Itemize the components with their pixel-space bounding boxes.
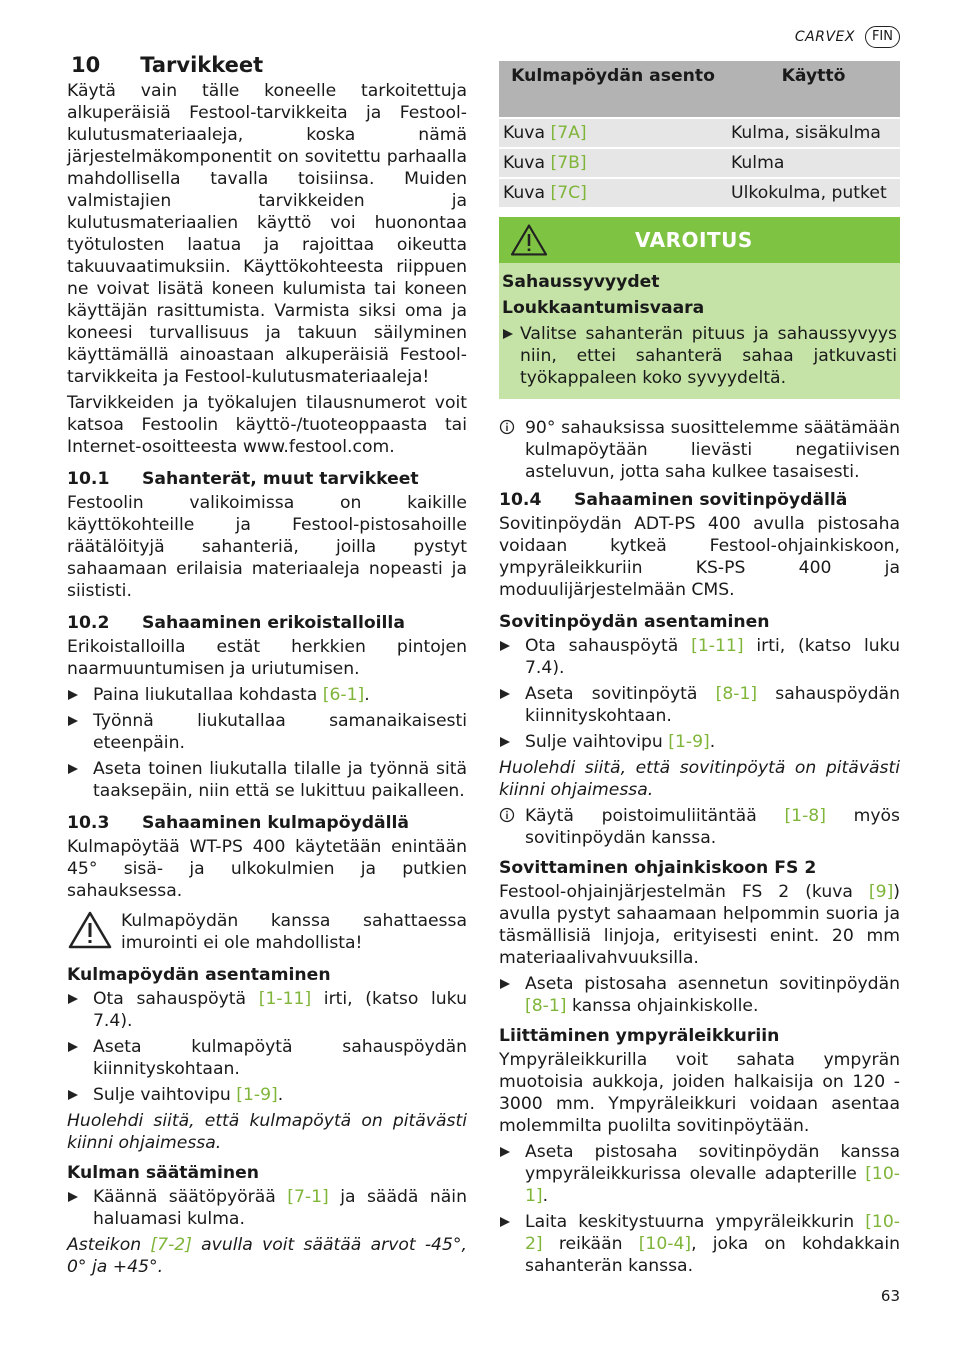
angle-adjust-heading: Kulman säätäminen [67,1163,260,1183]
step-text: . [277,1085,284,1105]
page-header [795,26,900,48]
section-number: 10.4 [499,490,542,510]
circle-cutter-steps [499,1141,900,1277]
section-number: 10.1 [67,469,110,489]
info-text [525,805,900,849]
list-item [499,635,900,679]
bullet-triangle-icon [500,737,510,747]
section-10-heading [71,52,467,78]
note-text: myös sovitinpöydän kanssa. [525,806,900,848]
left-column [67,50,467,1282]
list-item [67,758,467,802]
info-text: 90° sahauksissa suosittelemme säätämään kulmapöytään lievästi negatiivisen asteluvun, jotta saha kulkee tasaisesti. [525,418,900,482]
column-header: Käyttö [727,61,900,118]
warning-triangle-icon [67,910,113,956]
bullet-triangle-icon [68,1042,78,1052]
section-title: Sahaaminen sovitinpöydällä [574,490,848,510]
warning-hazard: Loukkaantumisvaara [502,298,705,318]
circle-cutter-paragraph: Ympyräleikkurilla voit sahata ympyrän muotoisia aukkoja, joiden halkaisija on 120 - 3000 mm. Ympyräleikkuri voidaan asentaa molemmilta puolilta sovitinpöytään. [499,1050,900,1136]
figure-reference: [1-8] [784,806,826,826]
table-cell: Kulma [727,148,900,178]
section-number: 10 [71,53,101,77]
step-text: irti, (katso luku 7.4). [93,989,468,1031]
angle-table-tip: Huolehdi siitä, että kulmapöytä on pitävästi kiinni ohjaimessa. [67,1111,467,1153]
order-numbers-paragraph: Tarvikkeiden ja työkalujen tilausnumerot voit katsoa Festoolin käyttö-/tuoteoppaasta tai Internet-osoitteesta www.festool.com. [67,393,467,457]
list-item [67,988,467,1032]
figure-reference: [7-2] [150,1235,192,1255]
step-text: Aseta toinen liukutalla tilalle ja työnnä sitä taaksepäin, niin että se lukittuu paikalleen. [93,759,467,801]
list-item [67,1036,467,1080]
step-text: Työnnä liukutallaa samanaikaisesti eteenpäin. [93,711,467,753]
step-text: kanssa ohjainkiskolle. [566,996,759,1016]
step-text: Laita keskitystuurna ympyräleikkurin [525,1212,866,1232]
info-note [499,805,900,849]
figure-reference: [10-2] [525,1212,900,1254]
bullet-triangle-icon [500,641,510,651]
step-text: Käännä säätöpyörää [93,1187,288,1207]
figure-reference: [7C] [550,183,587,203]
list-item [67,710,467,754]
figure-reference: [7B] [550,153,587,173]
step-text: ja säädä näin haluamasi kulma. [93,1187,467,1229]
section-title: Sahaaminen kulmapöydällä [142,813,409,833]
figure-reference: [8-1] [525,996,567,1016]
step-text: Sulje vaihtovipu [93,1085,237,1105]
guide-rail-steps [499,973,900,1017]
warning-triangle-icon [499,223,559,257]
info-note [499,417,900,483]
bullet-triangle-icon [68,764,78,774]
step-text: Aseta pistosaha asennetun sovitinpöydän [525,974,900,994]
step-text: . [364,685,370,705]
step-text: Aseta kulmapöytä sahauspöydän kiinnityskohtaan. [93,1037,467,1079]
warning-title: VAROITUS [635,228,753,252]
info-icon [499,805,517,849]
figure-reference: [10-1] [525,1164,900,1206]
step-text: Valitse sahanterän pituus ja sahaussyvyys niin, ettei sahanterä sahaa jatkuvasti työkappaleen koko syvyydeltä. [520,324,897,388]
bullet-triangle-icon [500,979,510,989]
figure-reference: [1-9] [668,732,710,752]
info-icon [499,417,517,483]
page-number: 63 [880,1287,900,1305]
angle-table-install-heading: Kulmapöydän asentaminen [67,965,331,985]
figure-reference: [7A] [550,123,587,143]
figure-reference: [8-1] [715,684,758,704]
step-text: . [709,732,716,752]
scale-note [67,1234,467,1278]
table-row [499,178,900,207]
list-item [499,683,900,727]
figure-reference: [6-1] [322,685,365,705]
section-number: 10.2 [67,613,110,633]
bullet-triangle-icon [503,329,513,339]
table-row [499,148,900,178]
list-item [499,973,900,1017]
cell-label: Kuva [503,123,551,143]
special-base-steps [67,684,467,802]
adapter-install-heading: Sovitinpöydän asentaminen [499,612,770,632]
adapter-table-paragraph: Sovitinpöydän ADT-PS 400 avulla pistosaha voidaan kytkeä Festool-ohjainkiskoon, ympyräleikkuriin KS-PS 400 ja moduulijärjestelmään CMS. [499,514,900,600]
step-text: Aseta sovitinpöytä [525,684,716,704]
caution-note [67,910,467,956]
guide-rail-paragraph [499,881,900,969]
bullet-triangle-icon [68,690,78,700]
figure-reference: [9] [868,882,894,902]
adapter-table-tip: Huolehdi siitä, että sovitinpöytä on pitävästi kiinni ohjaimessa. [499,758,900,800]
note-text: avulla voit säätää arvot -45°, 0° ja +45°. [67,1235,467,1277]
figure-reference: [7-1] [287,1187,329,1207]
blades-paragraph: Festoolin valikoimissa on kaikille käyttökohteille ja Festool-pistosahoille räätälöityjä sahanteriä, joilla pystyt sahaamaan erilaisia materiaaleja nopeasti ja siististi. [67,493,467,601]
section-title: Tarvikkeet [140,53,264,77]
list-item [67,1084,467,1106]
bullet-triangle-icon [68,1090,78,1100]
step-text: Paina liukutallaa kohdasta [93,685,323,705]
list-item [67,684,467,706]
table-cell [499,118,727,148]
table-cell: Kulma, sisäkulma [727,118,900,148]
angle-table-install-steps [67,988,467,1106]
caution-text: Kulmapöydän kanssa sahattaessa imurointi ei ole mahdollista! [121,911,467,953]
section-10-1-heading [67,468,467,490]
list-item [499,1211,900,1277]
right-column [499,61,900,1281]
accessories-paragraph: Käytä vain tälle koneelle tarkoitettuja alkuperäisiä Festool-tarvikkeita ja Festool-kulutusmateriaaleja, koska nämä järjestelmäkomponentit on sovitettu parhaalla mahdollisella tavalla toisiinsa. Muiden valmistajien tarvikkeiden ja kulutusmateriaalien käyttö voi huonontaa työtulosten laatua ja rajoittaa oikeutta takuuvaatimuksiin. Käyttökohteesta riippuen ne voivat lisätä koneen kulumista tai koneen käyttäjän rasittumista. Varmista siksi oma ja koneesi turvallisuus ja takuun säilyminen käyttämällä ainoastaan alkuperäisiä Festool-tarvikkeita ja Festool-kulutusmateriaaleja! [67,81,467,387]
language-badge: FIN [865,26,900,48]
list-item [499,1141,900,1207]
adapter-install-steps [499,635,900,753]
section-title: Sahanterät, muut tarvikkeet [142,469,419,489]
step-text: Ota sahauspöytä [525,636,692,656]
table-cell [499,148,727,178]
note-text: Asteikon [67,1235,151,1255]
cell-label: Kuva [503,153,551,173]
step-text: sahauspöydän kiinnityskohtaan. [525,684,900,726]
step-text: Aseta pistosaha sovitinpöydän kanssa ympyräleikkurissa olevalle adapterille [525,1142,900,1184]
circle-cutter-heading: Liittäminen ympyräleikkuriin [499,1026,780,1046]
cell-label: Kuva [503,183,551,203]
step-text: reikään [542,1234,639,1254]
column-header: Kulmapöydän asento [499,61,727,118]
warning-body [499,263,900,399]
figure-reference: [10-4] [638,1234,692,1254]
section-10-3-heading [67,812,467,834]
bullet-triangle-icon [68,716,78,726]
paragraph-text: Festool-ohjainjärjestelmän FS 2 (kuva [499,882,869,902]
angle-adjust-steps [67,1186,467,1230]
table-row [499,118,900,148]
section-10-2-heading [67,612,467,634]
step-text: irti, (katso luku 7.4). [525,636,900,678]
bullet-triangle-icon [500,1147,510,1157]
warning-steps [502,323,897,389]
section-10-4-heading [499,489,900,511]
list-item [502,323,897,389]
bullet-triangle-icon [500,689,510,699]
list-item [67,1186,467,1230]
warning-box [499,217,900,399]
table-cell: Ulkokulma, putket [727,178,900,207]
table-cell [499,178,727,207]
section-title: Sahaaminen erikoistalloilla [142,613,405,633]
bullet-triangle-icon [68,994,78,1004]
bullet-triangle-icon [68,1192,78,1202]
bullet-triangle-icon [500,1217,510,1227]
step-text: Ota sahauspöytä [93,989,259,1009]
step-text: . [542,1186,549,1206]
table-header-row [499,61,900,118]
step-text: Sulje vaihtovipu [525,732,669,752]
special-base-paragraph: Erikoistalloilla estät herkkien pintojen naarmuuntumisen ja uriutumisen. [67,637,467,679]
figure-reference: [1-9] [236,1085,278,1105]
section-number: 10.3 [67,813,110,833]
figure-reference: [1-11] [691,636,744,656]
angle-table-paragraph: Kulmapöytää WT-PS 400 käytetään enintään 45° sisä- ja ulkokulmien ja putkien sahauksessa. [67,837,467,901]
note-text: Käytä poistoimuliitäntää [525,806,785,826]
angle-position-table [499,61,900,207]
guide-rail-heading: Sovittaminen ohjainkiskoon FS 2 [499,858,817,878]
list-item [499,731,900,753]
figure-reference: [1-11] [258,989,312,1009]
paragraph-text: ) avulla pystyt sahaamaan helpommin suoria ja täsmällisiä linjoja, erityisesti enint. 20 mm materiaalivahvuuksilla. [499,882,900,968]
warning-subject: Sahaussyvyydet [502,272,660,292]
step-text: , joka on kohdakkain sahanterän kanssa. [525,1234,901,1276]
brand-name: CARVEX [794,29,855,45]
warning-header [499,217,900,263]
